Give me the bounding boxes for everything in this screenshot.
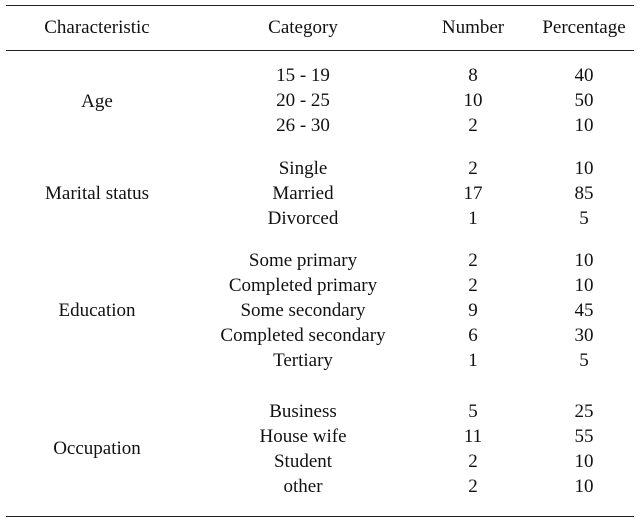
number-cell: 1: [468, 208, 478, 229]
percentage-cell: 45: [574, 300, 594, 321]
category-cell: Completed secondary: [220, 325, 386, 346]
category-cell: Business: [269, 401, 337, 422]
number-cell: 2: [468, 275, 478, 296]
category-cell: Some primary: [248, 250, 358, 271]
group-label-occupation: Occupation: [53, 438, 141, 459]
category-cell: Some secondary: [240, 300, 366, 321]
number-cell: 17: [463, 183, 483, 204]
number-cell: 2: [468, 115, 478, 136]
category-cell: Completed primary: [228, 275, 378, 296]
group-label-age: Age: [81, 91, 113, 112]
percentage-cell: 5: [579, 208, 589, 229]
header-number: Number: [441, 17, 505, 38]
group-label-marital-status: Marital status: [45, 183, 149, 204]
number-cell: 2: [468, 476, 478, 497]
percentage-cell: 10: [574, 250, 594, 271]
number-cell: 2: [468, 250, 478, 271]
category-cell: 20 - 25: [276, 90, 330, 111]
category-cell: Tertiary: [273, 350, 333, 371]
number-cell: 2: [468, 451, 478, 472]
category-cell: Single: [278, 158, 328, 179]
percentage-cell: 55: [574, 426, 594, 447]
table-bottom-rule: [6, 516, 634, 517]
table-top-rule: [6, 5, 634, 6]
percentage-cell: 10: [574, 451, 594, 472]
category-cell: other: [283, 476, 323, 497]
header-characteristic: Characteristic: [44, 17, 150, 38]
category-cell: 26 - 30: [276, 115, 330, 136]
category-cell: House wife: [259, 426, 347, 447]
percentage-cell: 25: [574, 401, 594, 422]
header-percentage: Percentage: [542, 17, 626, 38]
percentage-cell: 10: [574, 275, 594, 296]
number-cell: 8: [468, 65, 478, 86]
percentage-cell: 50: [574, 90, 594, 111]
number-cell: 10: [463, 90, 483, 111]
category-cell: Married: [272, 183, 334, 204]
percentage-cell: 10: [574, 476, 594, 497]
number-cell: 5: [468, 401, 478, 422]
number-cell: 9: [468, 300, 478, 321]
percentage-cell: 5: [579, 350, 589, 371]
percentage-cell: 85: [574, 183, 594, 204]
percentage-cell: 10: [574, 158, 594, 179]
header-category: Category: [268, 17, 338, 38]
number-cell: 11: [463, 426, 483, 447]
group-label-education: Education: [58, 300, 136, 321]
number-cell: 6: [468, 325, 478, 346]
header-bottom-rule: [6, 50, 634, 51]
percentage-cell: 30: [574, 325, 594, 346]
number-cell: 1: [468, 350, 478, 371]
number-cell: 2: [468, 158, 478, 179]
category-cell: Student: [273, 451, 333, 472]
percentage-cell: 40: [574, 65, 594, 86]
category-cell: Divorced: [267, 208, 339, 229]
category-cell: 15 - 19: [276, 65, 330, 86]
percentage-cell: 10: [574, 115, 594, 136]
